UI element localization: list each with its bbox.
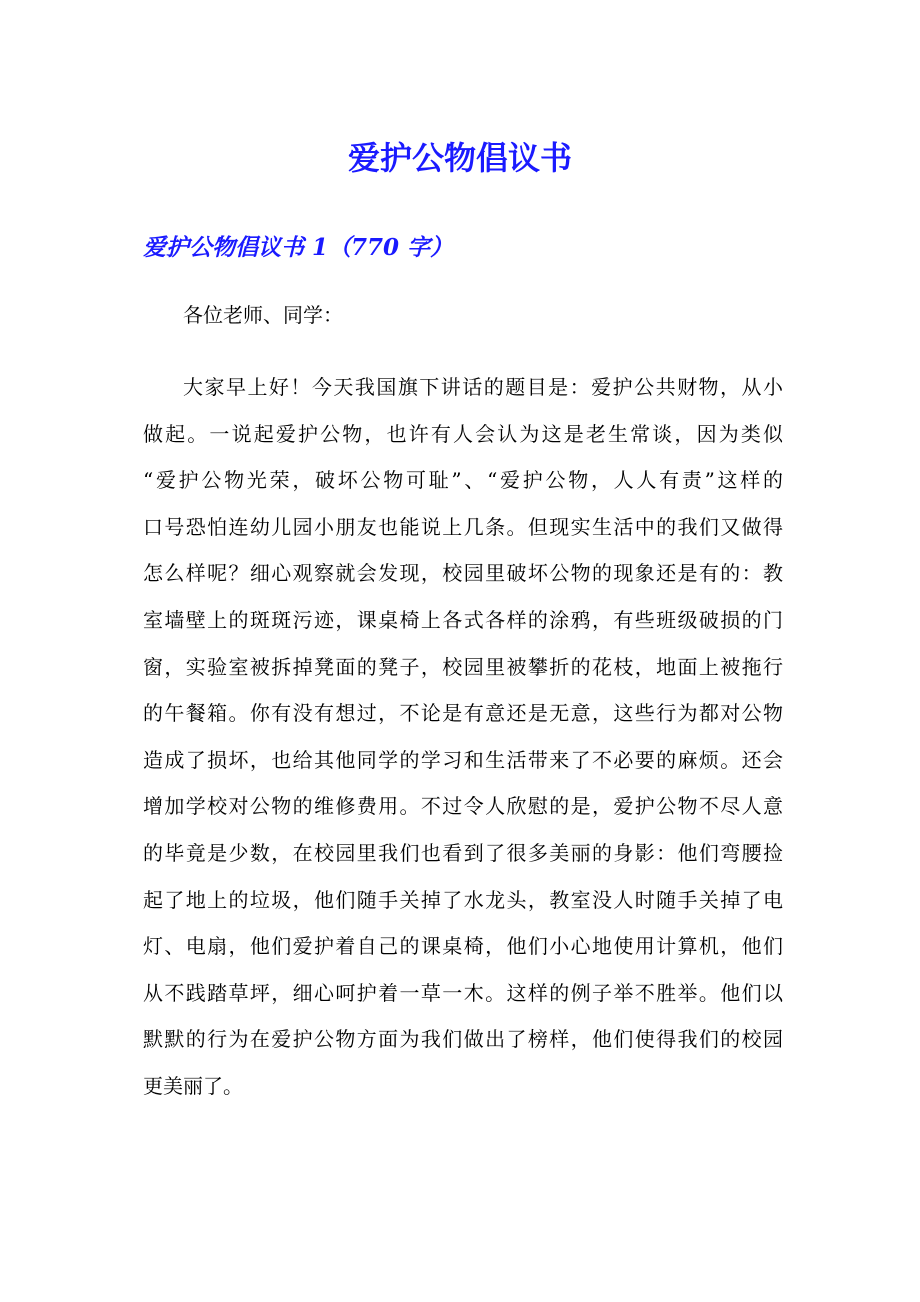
paragraph-line: 室墙壁上的斑斑污迹，课桌椅上各式各样的涂鸦，有些班级破损的门	[143, 607, 783, 632]
paragraph-line: 大家早上好！今天我国旗下讲话的题目是：爱护公共财物，从小	[183, 375, 783, 399]
paragraph-line: 的毕竟是少数，在校园里我们也看到了很多美丽的身影：他们弯腰捡	[143, 840, 783, 865]
paragraph-line: 更美丽了。	[143, 1073, 243, 1098]
paragraph-line: 默默的行为在爱护公物方面为我们做出了榜样，他们使得我们的校园	[143, 1027, 783, 1052]
paragraph-line: 口号恐怕连幼儿园小朋友也能说上几条。但现实生活中的我们又做得	[143, 514, 783, 539]
paragraph-line: 窗，实验室被拆掉凳面的凳子，校园里被攀折的花枝，地面上被拖行	[143, 654, 783, 679]
paragraph-line: 从不践踏草坪，细心呵护着一草一木。这样的例子举不胜举。他们以	[143, 980, 783, 1005]
paragraph-line: 增加学校对公物的维修费用。不过令人欣慰的是，爱护公物不尽人意	[143, 794, 783, 819]
paragraph-line: 起了地上的垃圾，他们随手关掉了水龙头，教室没人时随手关掉了电	[143, 887, 783, 912]
paragraph-line: 灯、电扇，他们爱护着自己的课桌椅，他们小心地使用计算机，他们	[143, 934, 783, 959]
paragraph-line: 怎么样呢？细心观察就会发现，校园里破坏公物的现象还是有的：教	[143, 561, 783, 586]
section-heading: 爱护公物倡议书 1（770 字）	[143, 234, 454, 261]
body-paragraph	[143, 364, 783, 1110]
paragraph-line: 造成了损坏，也给其他同学的学习和生活带来了不必要的麻烦。还会	[143, 747, 783, 772]
paragraph-line: “爱护公物光荣，破坏公物可耻”、“爱护公物，人人有责”这样的	[143, 468, 783, 493]
paragraph-line: 的午餐箱。你有没有想过，不论是有意还是无意，这些行为都对公物	[143, 701, 783, 726]
salutation: 各位老师、同学：	[183, 303, 343, 327]
paragraph-line: 做起。一说起爱护公物，也许有人会认为这是老生常谈，因为类似	[143, 421, 783, 446]
document-title: 爱护公物倡议书	[347, 139, 572, 177]
